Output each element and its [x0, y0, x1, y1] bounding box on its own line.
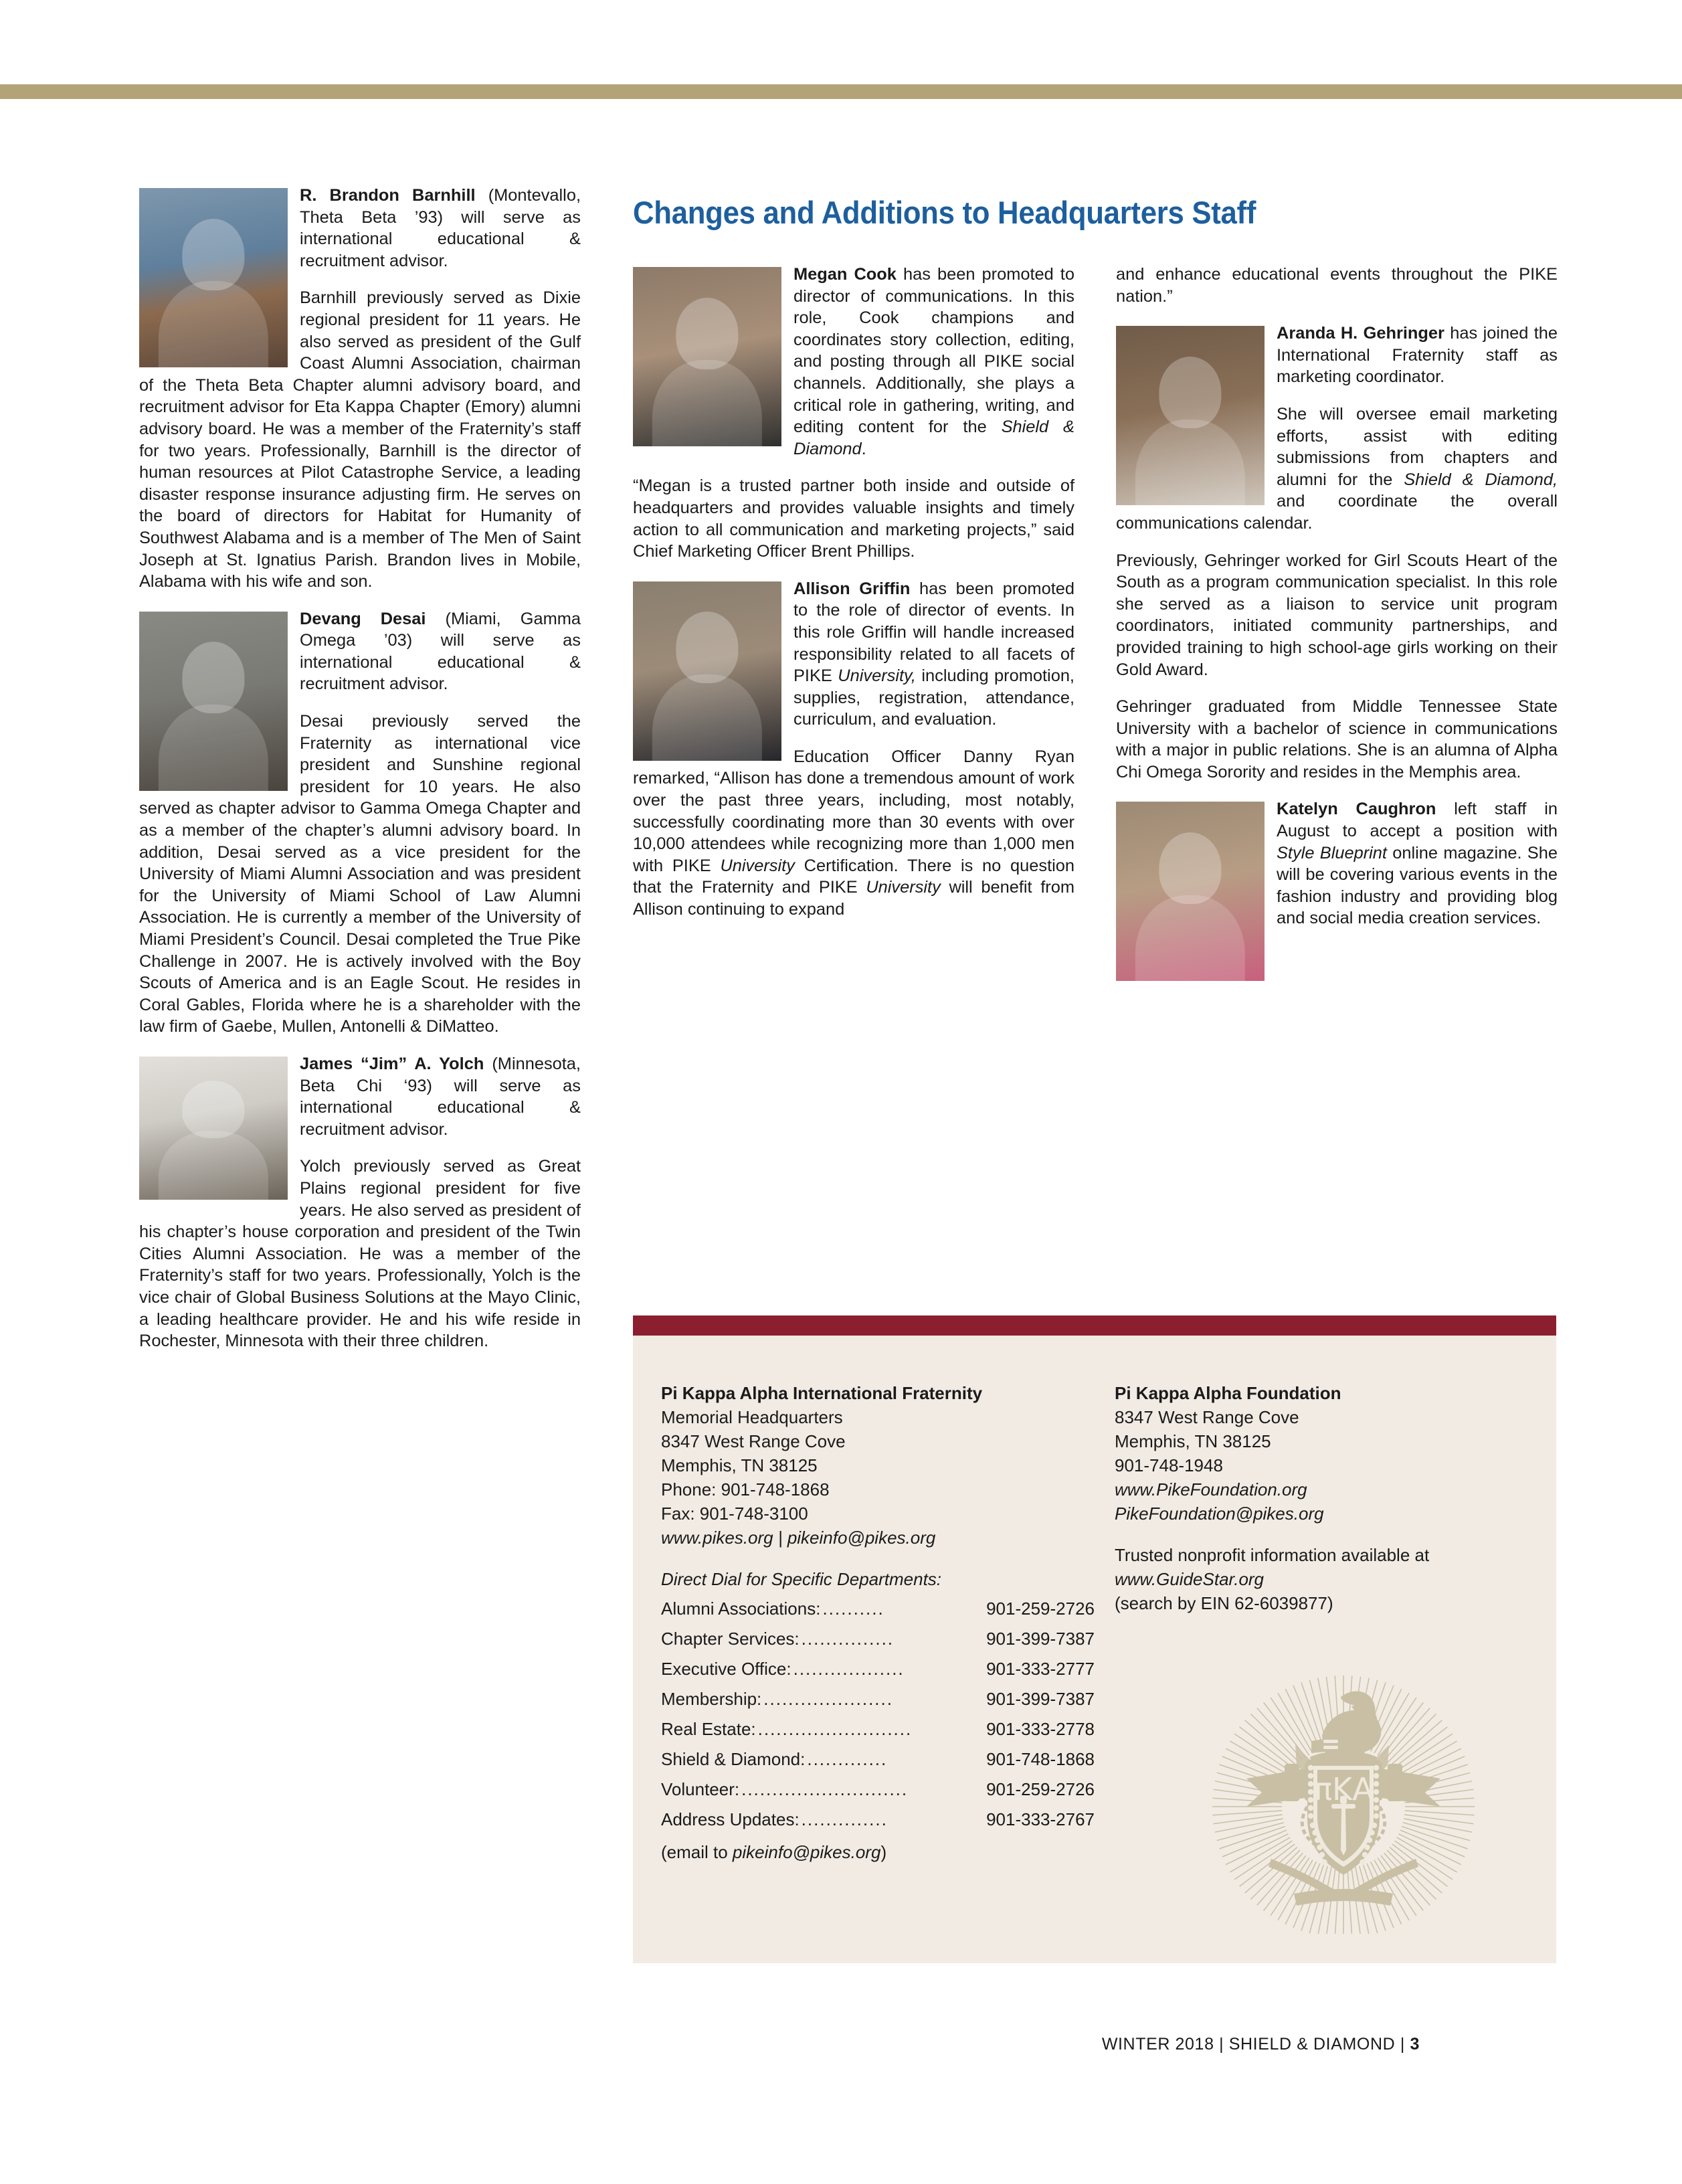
fraternity-web-email[interactable]: www.pikes.org | pikeinfo@pikes.org: [661, 1528, 936, 1548]
dial-row: [661, 1714, 1095, 1744]
dial-number: 901-333-2778: [986, 1719, 1095, 1739]
yolch-name: James “Jim” A. Yolch: [300, 1054, 484, 1073]
griffin-name: Allison Griffin: [793, 579, 911, 598]
fraternity-line-1: 8347 West Range Cove: [661, 1431, 846, 1451]
dial-row: [661, 1805, 1095, 1835]
dial-number: 901-399-7387: [986, 1629, 1095, 1649]
foundation-website[interactable]: www.PikeFoundation.org: [1115, 1479, 1307, 1499]
quote-continuation: and enhance educational events throughout the PIKE nation.”: [1116, 265, 1558, 306]
footer-text: WINTER 2018 | SHIELD & DIAMOND |: [1101, 2035, 1410, 2054]
dial-label: Volunteer:: [661, 1779, 740, 1799]
contact-panel-body: [633, 1336, 1556, 1963]
foundation-line-1: Memphis, TN 38125: [1115, 1431, 1271, 1451]
griffin-lead: [633, 578, 1074, 731]
griffin-photo: [633, 581, 781, 761]
pike-crest-watermark: [1210, 1666, 1477, 1934]
crest-letters: πΚΑ: [1313, 1771, 1374, 1807]
gehringer-publication: Shield & Diamond,: [1404, 470, 1558, 489]
griffin-quote-italic2: University: [866, 878, 941, 897]
cook-lead: [633, 264, 1074, 460]
dial-number: 901-333-2767: [986, 1809, 1095, 1829]
dial-dots: ..........: [822, 1599, 884, 1619]
dial-dots: ..................: [793, 1659, 905, 1679]
desai-name: Devang Desai: [300, 609, 426, 628]
fraternity-line-0: Memorial Headquarters: [661, 1407, 843, 1427]
dial-number: 901-259-2726: [986, 1779, 1095, 1799]
caughron-lead: [1116, 798, 1558, 929]
desai-photo: [139, 612, 288, 791]
yolch-lead: [139, 1053, 581, 1140]
griffin-quote-b: Certification. There is no question that the Fraternity and PIKE: [633, 856, 1075, 897]
dial-dots: .........................: [757, 1719, 913, 1739]
gehringer-para2-b: and coordinate the overall communications calendar.: [1116, 492, 1558, 533]
dial-row: [661, 1594, 1095, 1624]
desai-lead: [139, 608, 581, 695]
dial-label: Executive Office:: [661, 1659, 791, 1679]
direct-dial-list: [661, 1594, 1095, 1835]
gehringer-para3: Previously, Gehringer worked for Girl Scouts Heart of the South as a program communication specialist. In this role she served as a liaison to service unit program coordinators, initiated community partnerships, and provided training to high school-age girls working on their Gold Award.: [1116, 551, 1558, 679]
dial-dots: .............: [807, 1749, 888, 1769]
cook-name: Megan Cook: [793, 265, 897, 284]
cook-lead-b: .: [861, 439, 866, 458]
barnhill-lead: [139, 185, 581, 272]
email-note-address[interactable]: pikeinfo@pikes.org: [732, 1842, 881, 1862]
fraternity-line-4: Fax: 901-748-3100: [661, 1504, 808, 1524]
yolch-lead-text: (Minnesota, Beta Chi ‘93) will serve as international educational & recruitment advisor.: [300, 1054, 581, 1139]
top-gold-rule: [0, 84, 1682, 99]
dial-row: [661, 1624, 1095, 1654]
caughron-name: Katelyn Caughron: [1277, 800, 1436, 819]
page-headline: Changes and Additions to Headquarters Staff: [633, 195, 1256, 230]
guidestar-website[interactable]: www.GuideStar.org: [1115, 1569, 1265, 1589]
gehringer-name: Aranda H. Gehringer: [1277, 324, 1444, 343]
email-note: [661, 1839, 1095, 1865]
foundation-title: Pi Kappa Alpha Foundation: [1115, 1383, 1341, 1403]
dial-row: [661, 1684, 1095, 1714]
griffin-lead-b: including promotion, supplies, registration, attendance, curriculum, and evaluation.: [793, 666, 1074, 729]
caughron-publication: Style Blueprint: [1277, 843, 1387, 862]
dial-label: Shield & Diamond:: [661, 1749, 806, 1769]
page-footer: [1102, 2035, 1420, 2054]
foundation-line-0: 8347 West Range Cove: [1115, 1407, 1299, 1427]
caughron-photo: [1116, 802, 1265, 981]
griffin-quote-c: will benefit from Allison continuing to expand: [633, 878, 1075, 919]
fraternity-line-3: Phone: 901-748-1868: [661, 1479, 830, 1499]
dial-dots: ..............: [801, 1809, 888, 1829]
barnhill-body: Barnhill previously served as Dixie regional president for 11 years. He also served as president of the Gulf Coast Alumni Association, chairman of the Theta Beta Chapter alumni advisory board, and recruitment advisor for Eta Kappa Chapter (Emory) alumni advisory board. He was a member of the Fraternity’s staff for two years. Professionally, Barnhill is the director of human resources at Pilot Catastrophe Service, a leading disaster response insurance adjusting firm. He serves on the board of directors for Habitat for Humanity of Southwest Alabama and is a member of The Men of Saint Joseph at St. Ignatius Parish. Brandon lives in Mobile, Alabama with his wife and son.: [139, 288, 581, 592]
dial-label: Chapter Services:: [661, 1629, 800, 1649]
dial-number: 901-333-2777: [986, 1659, 1095, 1679]
cook-publication: Shield & Diamond: [793, 418, 1074, 458]
griffin-program: University,: [838, 666, 916, 686]
dial-row: [661, 1654, 1095, 1684]
barnhill-name: R. Brandon Barnhill: [300, 186, 476, 205]
column-advisors: [139, 185, 581, 1352]
yolch-body: Yolch previously served as Great Plains regional president for five years. He also served as president of his chapter’s house corporation and president of the Twin Cities Alumni Association. He was a member of the Fraternity’s staff for two years. Professionally, Yolch is the vice chair of Global Business Solutions at the Mayo Clinic, a leading healthcare provider. He and his wife reside in Rochester, Minnesota with their three children.: [139, 1157, 581, 1351]
cook-photo: [633, 267, 781, 446]
cook-quote: “Megan is a trusted partner both inside and outside of headquarters and provides valuable insights and timely action to all communication and marketing projects,” said Chief Marketing Officer Brent Phillips.: [633, 476, 1074, 561]
page-content: [139, 185, 1558, 2105]
dial-row: [661, 1744, 1095, 1774]
barnhill-lead-text: (Montevallo, Theta Beta ’93) will serve as international educational & recruitment advisor.: [300, 186, 581, 270]
dial-label: Alumni Associations:: [661, 1599, 821, 1619]
fraternity-contact-block: [633, 1381, 1095, 1865]
email-note-a: (email to: [661, 1842, 733, 1862]
dial-number: 901-259-2726: [986, 1599, 1095, 1619]
caughron-lead-a: left staff in August to accept a position with: [1277, 800, 1558, 841]
dial-dots: ...............: [801, 1629, 895, 1649]
griffin-quote: [633, 746, 1074, 921]
fraternity-title: Pi Kappa Alpha International Fraternity: [661, 1383, 983, 1403]
dial-dots: ...........................: [741, 1779, 909, 1799]
contact-panel: [633, 1315, 1556, 1963]
contact-panel-rule: [633, 1315, 1556, 1336]
guidestar-ein: (search by EIN 62-6039877): [1115, 1593, 1333, 1613]
griffin-quote-a: Education Officer Danny Ryan remarked, “Allison has done a tremendous amount of work over the past three years, including, most notably, successfully coordinating more than 30 events with over 10,000 attendees while recognizing more than 1,000 men with PIKE: [633, 747, 1074, 875]
gehringer-lead-a: has joined the International Fraternity staff as marketing coordinator.: [1277, 324, 1558, 387]
desai-body: Desai previously served the Fraternity as international vice president and Sunshine regional president for 10 years. He also served as chapter advisor to Gamma Omega Chapter and as a member of the chapter’s alumni advisory board. In addition, Desai served as a vice president for the University of Miami Alumni Association and was president for the University of Miami School of Law Alumni Association. He is currently a member of the University of Miami President’s Council. Desai completed the True Pike Challenge in 2007. He is actively involved with the Boy Scouts of America and is an Eagle Scout. He resides in Coral Gables, Florida where he is a shareholder with the law firm of Gaebe, Mullen, Antonelli & DiMatteo.: [139, 712, 581, 1036]
column-staff-middle: [633, 264, 1074, 921]
griffin-quote-italic1: University: [720, 856, 795, 875]
dial-row: [661, 1774, 1095, 1805]
gehringer-photo: [1116, 326, 1265, 505]
caughron-lead-b: online magazine. She will be covering various events in the fashion industry and providing blog and social media creation services.: [1277, 843, 1558, 928]
cook-lead-a: has been promoted to director of communications. In this role, Cook champions and coordinates story collection, editing, and posting through all PIKE social channels. Additionally, she plays a critical role in gathering, writing, and editing content for the: [793, 265, 1074, 437]
gehringer-para4: Gehringer graduated from Middle Tennessee State University with a bachelor of science in communications with a major in public relations. She is an alumna of Alpha Chi Omega Sorority and resides in the Memphis area.: [1116, 697, 1558, 782]
foundation-line-2: 901-748-1948: [1115, 1455, 1223, 1475]
dial-number: 901-399-7387: [986, 1689, 1095, 1709]
griffin-lead-a: has been promoted to the role of director of events. In this role Griffin will handle increased responsibility related to all facets of PIKE: [793, 579, 1074, 686]
dial-label: Address Updates:: [661, 1809, 800, 1829]
yolch-photo: [139, 1057, 288, 1200]
fraternity-line-2: Memphis, TN 38125: [661, 1455, 818, 1475]
footer-page-number: 3: [1410, 2035, 1420, 2054]
barnhill-photo: [139, 188, 288, 367]
dial-number: 901-748-1868: [986, 1749, 1095, 1769]
direct-dial-heading: Direct Dial for Specific Departments:: [661, 1569, 942, 1589]
gehringer-lead: [1116, 323, 1558, 388]
dial-label: Membership:: [661, 1689, 762, 1709]
guidestar-intro: Trusted nonprofit information available at: [1115, 1545, 1430, 1565]
email-note-b: ): [880, 1842, 887, 1862]
foundation-email[interactable]: PikeFoundation@pikes.org: [1115, 1504, 1324, 1524]
dial-dots: .....................: [763, 1689, 893, 1709]
column-staff-right: [1116, 264, 1558, 985]
dial-label: Real Estate:: [661, 1719, 756, 1739]
desai-lead-text: (Miami, Gamma Omega ’03) will serve as international educational & recruitment advisor.: [300, 609, 581, 694]
gehringer-para2-a: She will oversee email marketing efforts, assist with editing submissions from chapters and alumni for the: [1277, 404, 1558, 489]
